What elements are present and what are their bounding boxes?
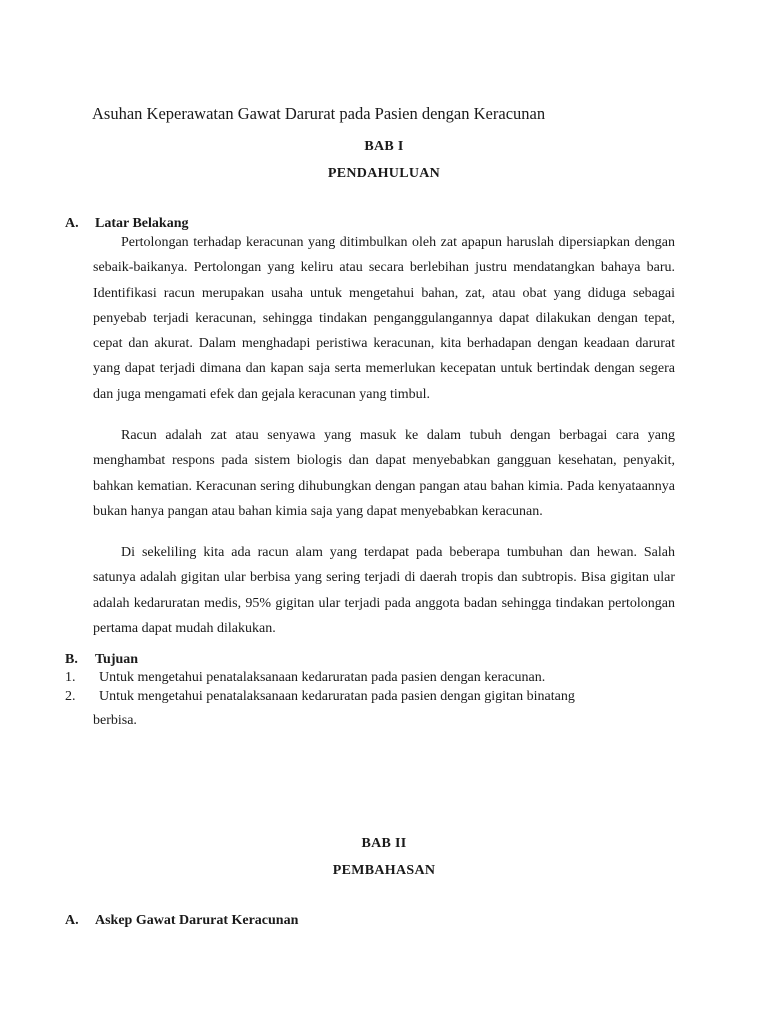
paragraph-latar-belakang-2: Racun adalah zat atau senyawa yang masuk ke dalam tubuh dengan berbagai cara yang menghambat respons pada sistem biologis dan dapat menyebabkan gangguan kesehatan, penyakit, bahkan kematian. Keracunan sering dihubungkan dengan pangan atau bahan kimia. Pada kenyataannya bukan hanya pangan atau bahan kimia saja yang dapat menyebabkan keracunan. bbox=[93, 428, 675, 519]
paragraph-latar-belakang-3: Di sekeliling kita ada racun alam yang terdapat pada beberapa tumbuhan dan hewan. Salah satunya adalah gigitan ular berbisa yang sering terjadi di daerah tropis dan subtropis. Bisa gigitan ular adalah kedaruratan medis, 95% gigitan ular terjadi pada anggota badan sehingga tindakan pertolongan pertama dapat mudah dilakukan. bbox=[93, 545, 675, 636]
section-a-letter: A. bbox=[65, 216, 79, 231]
section-a-title: Latar Belakang bbox=[95, 216, 189, 231]
list-item-continuation bbox=[93, 708, 673, 733]
list-item-text: Untuk mengetahui penatalaksanaan kedaruratan pada pasien dengan keracunan. bbox=[99, 670, 546, 685]
list-item-number: 2. bbox=[65, 689, 76, 704]
list-item-number: 1. bbox=[65, 670, 76, 685]
section-b-letter: B. bbox=[65, 652, 78, 667]
document-title: Asuhan Keperawatan Gawat Darurat pada Pasien dengan Keracunan bbox=[92, 104, 546, 123]
section-b-title: Tujuan bbox=[95, 652, 139, 667]
bab2-title: PEMBAHASAN bbox=[332, 863, 436, 878]
bab2-number: BAB II bbox=[361, 836, 407, 851]
bab1-title: PENDAHULUAN bbox=[327, 166, 441, 181]
section-a2-heading bbox=[65, 913, 298, 929]
list-item-text: Untuk mengetahui penatalaksanaan kedaruratan pada pasien dengan gigitan binatang bbox=[99, 689, 575, 704]
section-a2-letter: A. bbox=[65, 913, 79, 928]
list-item-text-continued: berbisa. bbox=[93, 713, 137, 728]
section-a2-title: Askep Gawat Darurat Keracunan bbox=[95, 913, 299, 928]
paragraph-latar-belakang-1: Pertolongan terhadap keracunan yang ditimbulkan oleh zat apapun haruslah dipersiapkan dengan sebaik-baikanya. Pertolongan yang keliru atau secara berlebihan justru mendatangkan bahaya baru. Identifikasi racun merupakan usaha untuk mengetahui bahan, zat, atau obat yang diduga sebagai penyebab terjadi keracunan, sehingga tindakan penganggulangannya dapat dilakukan dengan tepat, cepat dan akurat. Dalam menghadapi peristiwa keracunan, kita berhadapan dengan keadaan darurat yang dapat terjadi dimana dan kapan saja serta memerlukan kecepatan untuk bertindak dengan segera dan juga mengamati efek dan gejala keracunan yang timbul. bbox=[93, 235, 675, 402]
list-item bbox=[65, 684, 675, 709]
bab1-number: BAB I bbox=[364, 139, 404, 154]
